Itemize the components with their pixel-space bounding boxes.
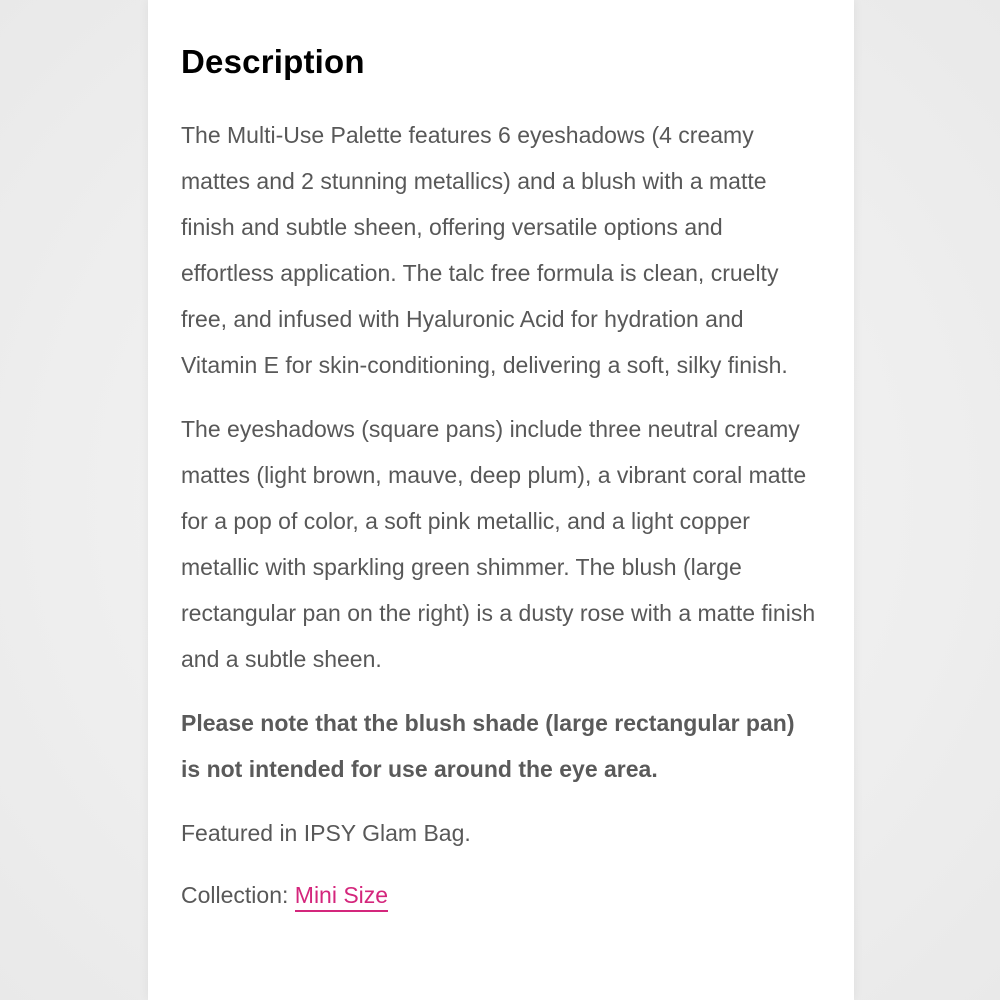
featured-text: Featured in IPSY Glam Bag.	[181, 820, 471, 846]
collection-line	[181, 872, 820, 918]
description-paragraph-2: The eyeshadows (square pans) include three neutral creamy mattes (light brown, mauve, deep plum), a vibrant coral matte for a pop of color, a soft pink metallic, and a light copper metallic with sparkling green shimmer. The blush (large rectangular pan on the right) is a dusty rose with a matte finish and a subtle sheen.	[181, 416, 816, 672]
collection-link[interactable]: Mini Size	[295, 882, 388, 912]
description-card	[148, 0, 854, 1000]
description-heading: Description	[181, 43, 365, 80]
blush-warning-note: Please note that the blush shade (large rectangular pan) is not intended for use around the eye area.	[181, 710, 795, 782]
collection-label: Collection:	[181, 882, 289, 908]
description-paragraph-1: The Multi-Use Palette features 6 eyeshadows (4 creamy mattes and 2 stunning metallics) and a blush with a matte finish and subtle sheen, offering versatile options and effortless application. The talc free formula is clean, cruelty free, and infused with Hyaluronic Acid for hydration and Vitamin E for skin-conditioning, delivering a soft, silky finish.	[181, 122, 788, 378]
